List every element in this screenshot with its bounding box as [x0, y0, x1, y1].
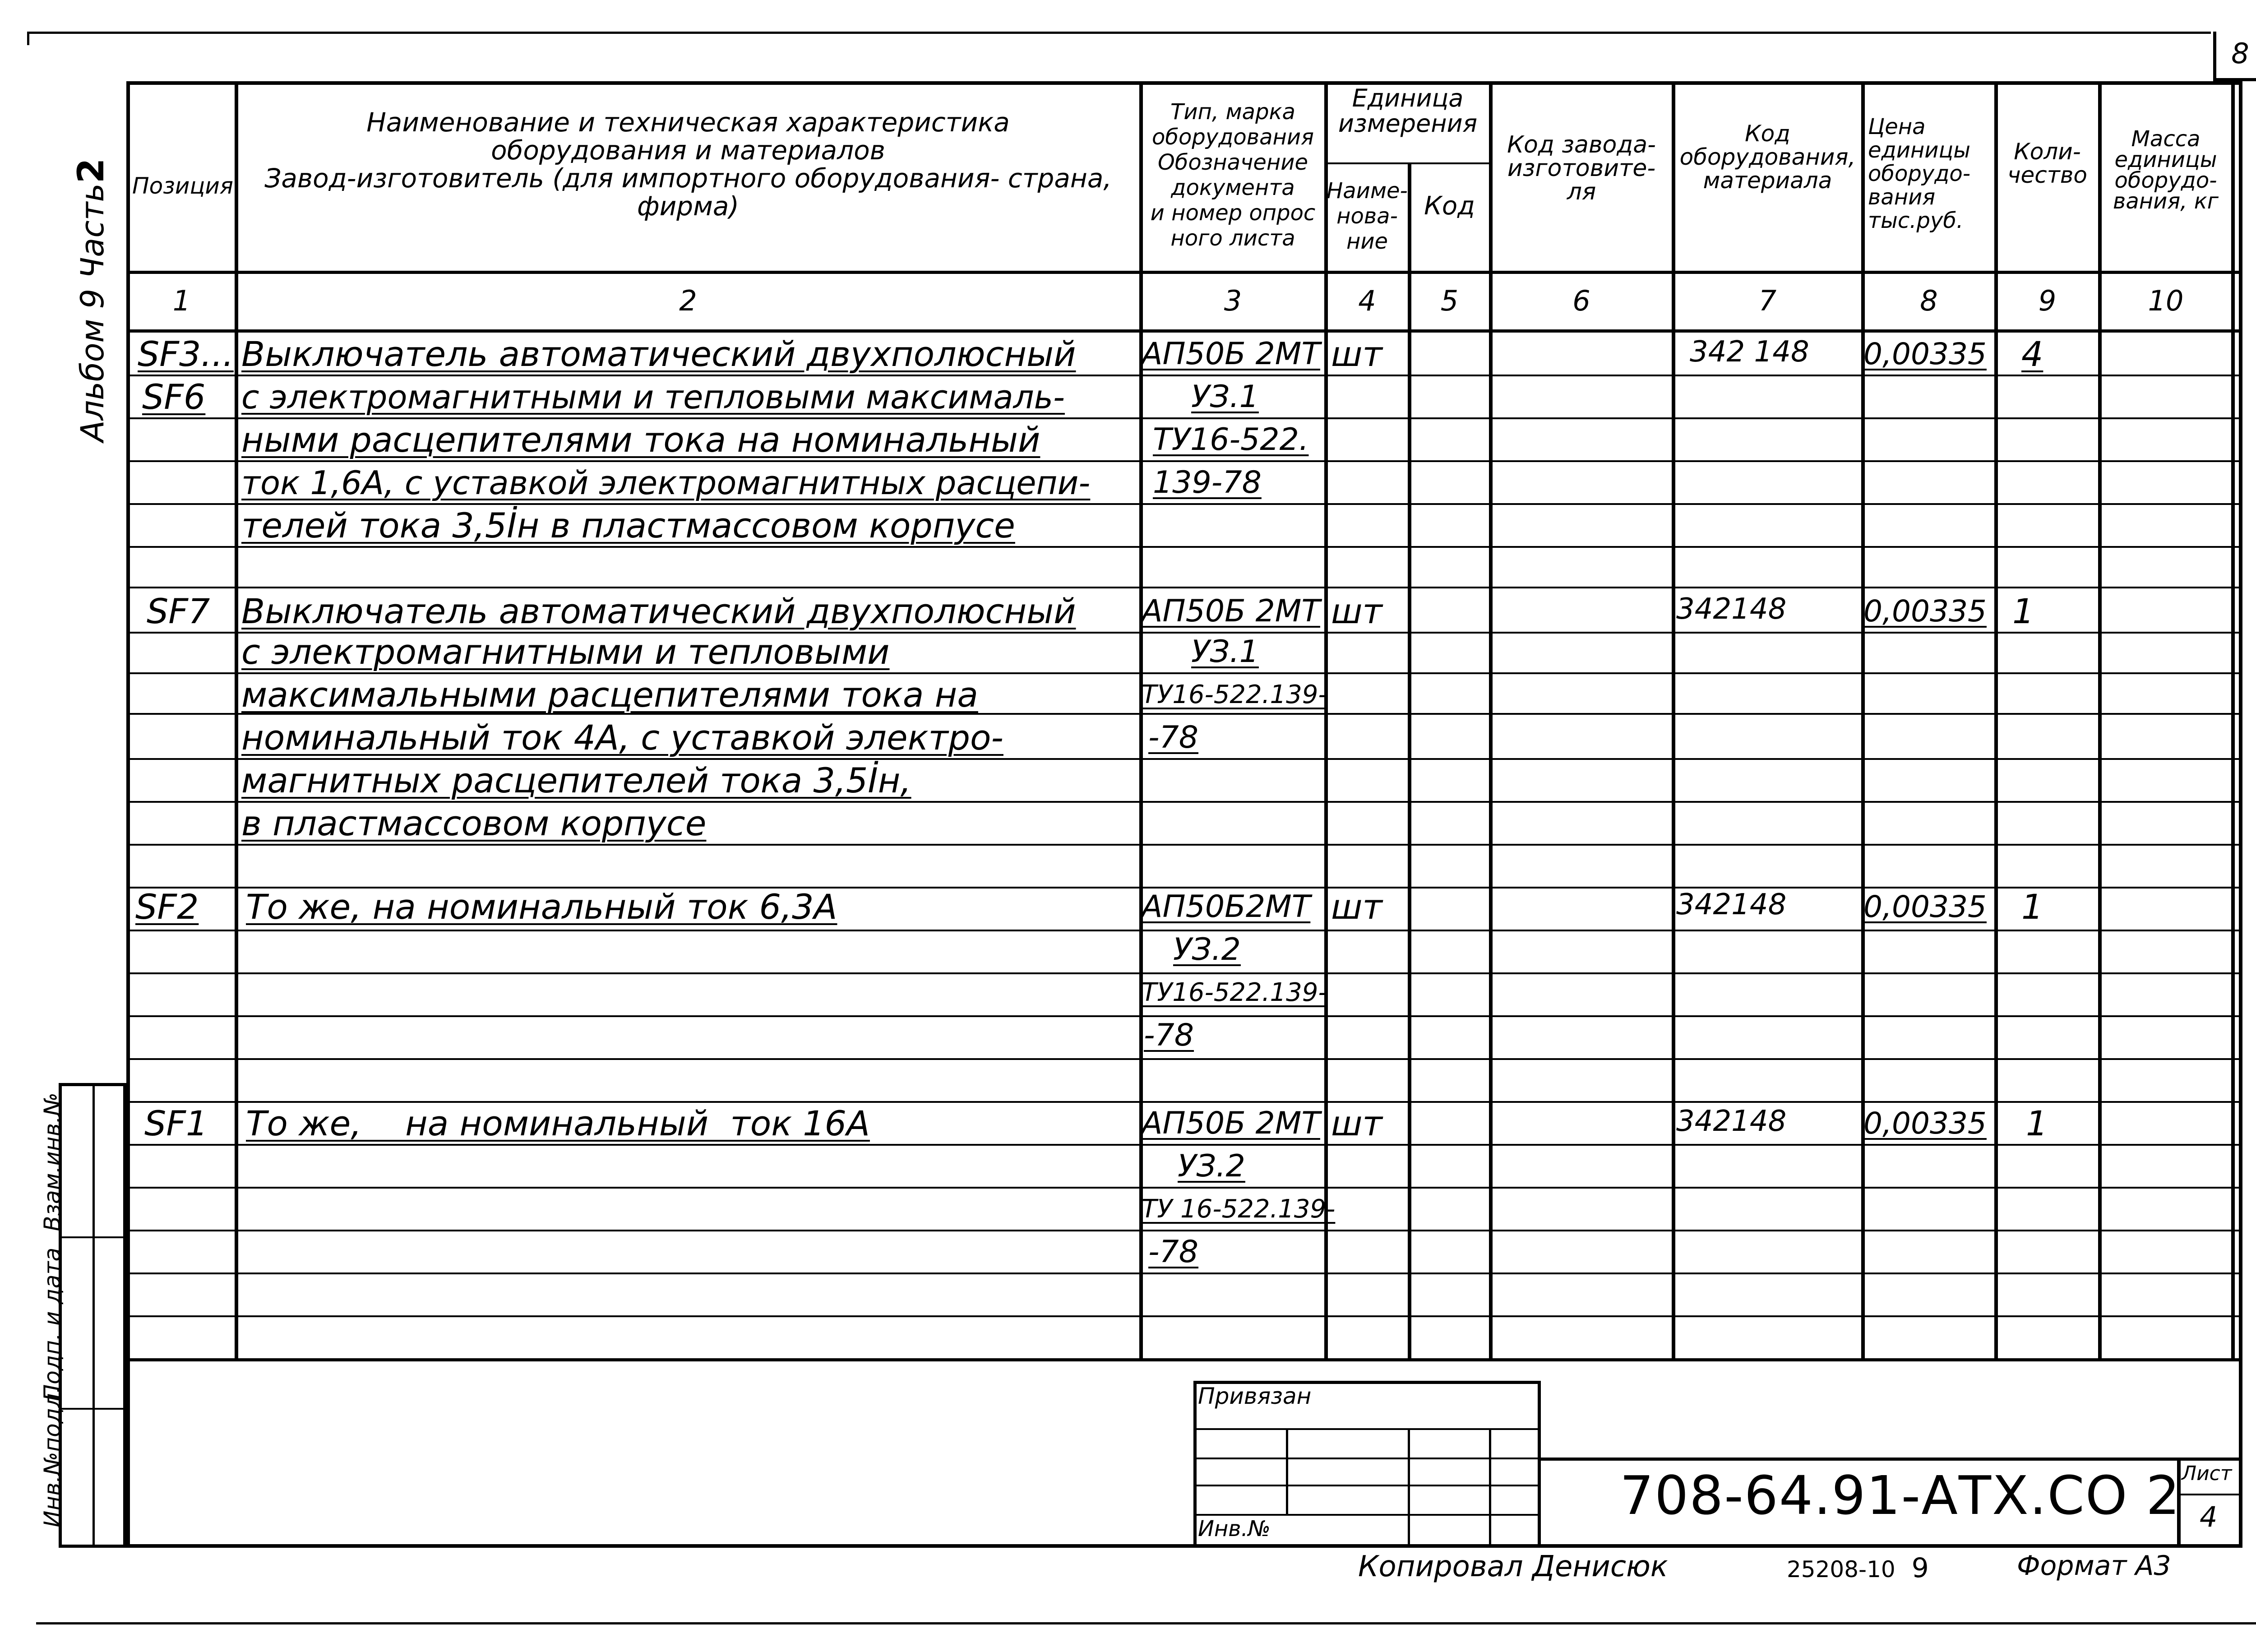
col-line-1 [235, 81, 238, 1358]
row-line [126, 801, 2242, 803]
row-line [126, 1058, 2242, 1060]
header-name-line: фирма) [637, 191, 740, 222]
item-type-line: ТУ 16-522.139- [1142, 1194, 1336, 1224]
item-type-line: УЗ.2 [1173, 932, 1241, 967]
item-name-line: То же, на номинальный ток 16А [246, 1103, 870, 1143]
row-line [126, 375, 2242, 376]
header-equip-line: Код [1745, 120, 1790, 147]
side-stamp-inv-podl: Инв.№подл. [39, 1386, 65, 1527]
item-type-line: -78 [1148, 720, 1199, 755]
header-mass-line: Масса [2131, 126, 2201, 152]
item-unit: шт [1331, 591, 1382, 631]
item-unit: шт [1331, 334, 1382, 374]
header-mass-line: оборудо- [2114, 168, 2217, 193]
item-name-line: телей тока 3,5İн в пластмассовом корпусе [241, 505, 1015, 546]
item-name-line: Выключатель автоматический двухполюсный [241, 334, 1076, 374]
header-type-line: Тип, марка [1170, 99, 1295, 125]
side-stamp-vdiv [92, 1083, 95, 1548]
row-line [126, 503, 2242, 505]
item-type-line: 139-78 [1153, 465, 1262, 500]
format-label: Формат А3 [2017, 1550, 2171, 1582]
header-equipment-code [1674, 122, 1861, 192]
copied-by: Копировал Денисюк [1358, 1550, 1668, 1583]
header-name [237, 108, 1139, 220]
item-qty: 1 [2012, 591, 2034, 631]
row-line [126, 1187, 2242, 1189]
header-type [1142, 99, 1324, 251]
header-price-line: вания [1868, 185, 1936, 210]
row-line [126, 1230, 2242, 1231]
order-number [1787, 1552, 1929, 1584]
item-type-line: -78 [1148, 1234, 1199, 1270]
header-type-line: документа [1171, 175, 1295, 200]
colnum-4: 4 [1358, 284, 1376, 317]
item-position: SF2 [135, 887, 199, 927]
page-bottom-border [36, 1622, 2256, 1624]
col-line-9 [2098, 81, 2102, 1358]
row-line [126, 587, 2242, 588]
row-line [126, 1101, 2242, 1103]
sheet-number: 4 [2200, 1500, 2218, 1533]
col-line-5 [1489, 81, 1493, 1358]
header-name-line: оборудования и материалов [491, 135, 885, 166]
item-type-line: ТУ16-522.139- [1142, 680, 1327, 709]
row-line [126, 1273, 2242, 1274]
bound-vline [1408, 1428, 1410, 1548]
header-equip-line: оборудования, [1679, 144, 1856, 170]
inv-label: Инв.№ [1198, 1516, 1271, 1541]
album-text: Альбом 9 Часть [74, 183, 111, 442]
bound-vline [1286, 1428, 1288, 1514]
col-line-4 [1408, 162, 1411, 1358]
col-line-3 [1324, 81, 1328, 1358]
header-unit-code: Код [1424, 191, 1475, 221]
sheet-label: Лист [2182, 1462, 2232, 1485]
colnum-8: 8 [1920, 284, 1938, 317]
item-name-line: с электромагнитными и тепловыми [241, 632, 890, 672]
title-top-line [1541, 1458, 2242, 1461]
item-unit: шт [1331, 1103, 1382, 1143]
item-name-line: Выключатель автоматический двухполюсный [241, 591, 1076, 631]
item-name-line: магнитных расцепителей тока 3,5İн, [241, 760, 911, 801]
row-line [126, 546, 2242, 548]
header-unit-name-line: ние [1346, 229, 1388, 254]
header-price-line: единицы [1868, 138, 1971, 163]
side-stamp-podp: Подп. и дата [39, 1247, 65, 1402]
col-line-8 [1994, 81, 1998, 1358]
item-price: 0,00335 [1863, 889, 1987, 924]
header-unit-line: измерения [1338, 109, 1478, 138]
item-name-line: ток 1,6А, с уставкой электромагнитных расцепи- [241, 464, 1091, 502]
header-qty [1997, 140, 2098, 187]
colnum-6: 6 [1572, 284, 1590, 317]
header-type-line: оборудования [1152, 125, 1314, 150]
header-type-line: Обозначение [1157, 150, 1308, 175]
item-type-line: АП50Б 2МТ [1142, 1106, 1320, 1141]
header-mass-line: единицы [2114, 147, 2217, 172]
item-price: 0,00335 [1863, 594, 1987, 629]
header-factory-line: изготовите- [1507, 155, 1656, 182]
header-qty-line: Коли- [2014, 139, 2081, 165]
header-name-line: Наименование и техническая характеристика [366, 107, 1010, 138]
colnum-5: 5 [1440, 284, 1459, 317]
item-qty: 1 [2026, 1103, 2048, 1143]
item-price: 0,00335 [1863, 1106, 1987, 1141]
item-type-line: -78 [1144, 1018, 1194, 1053]
doc-code: 708-64.91-АТХ.СО 2 [1620, 1464, 2181, 1527]
colnum-1: 1 [172, 284, 191, 317]
item-unit: шт [1331, 887, 1382, 927]
item-code: 342148 [1676, 888, 1787, 921]
header-name-line: Завод-изготовитель (для импортного оборудования- страна, [264, 163, 1112, 194]
item-type-line: УЗ.1 [1191, 379, 1259, 415]
colnum-9: 9 [2038, 284, 2057, 317]
item-type-line: АП50Б 2МТ [1142, 336, 1320, 372]
row-line [126, 417, 2242, 419]
header-price-line: тыс.руб. [1868, 208, 1964, 233]
sheet-line [2177, 1494, 2242, 1495]
col-line-6 [1672, 81, 1675, 1358]
colnum-2: 2 [679, 284, 697, 317]
item-name-line: ными расцепителями тока на номинальный [241, 420, 1040, 460]
header-type-line: и номер опрос [1150, 200, 1316, 226]
header-mass [2100, 126, 2231, 214]
row-line [126, 844, 2242, 846]
side-stamp-vzam: Взам.инв.№ [39, 1092, 65, 1231]
header-type-line: ного листа [1170, 226, 1295, 251]
item-qty: 1 [2021, 887, 2043, 927]
header-position: Позиция [132, 173, 233, 199]
row-line [126, 672, 2242, 674]
row-line [126, 460, 2242, 462]
corner-number: 8 [2231, 37, 2249, 70]
item-name-line: с электромагнитными и тепловыми максималь- [241, 378, 1065, 416]
header-factory-line: ля [1567, 178, 1596, 205]
order-number-suffix: 9 [1911, 1552, 1929, 1584]
item-code: 342 148 [1690, 335, 1809, 369]
row-line [126, 758, 2242, 760]
item-type-line: УЗ.1 [1191, 634, 1259, 670]
header-price [1863, 115, 1999, 232]
header-unit-name-line: Наиме- [1327, 178, 1408, 204]
item-type-line: УЗ.2 [1178, 1148, 1245, 1184]
item-type-line: АП50Б2МТ [1142, 889, 1311, 925]
header-bottom-line [126, 271, 2242, 274]
row-line [126, 1315, 2242, 1317]
header-mass-line: вания, кг [2113, 189, 2219, 214]
colnum-bottom-line [126, 329, 2242, 333]
colnum-10: 10 [2148, 284, 2184, 317]
header-unit-name [1327, 178, 1408, 254]
album-label [70, 142, 111, 458]
item-position: SF1 [144, 1103, 208, 1143]
item-name-line: То же, на номинальный ток 6,3А [246, 887, 837, 927]
header-qty-line: чество [2007, 162, 2087, 188]
page-top-border [27, 32, 2211, 34]
item-position: SF3... [138, 334, 234, 374]
item-name-line: в пластмассовом корпусе [241, 803, 707, 843]
header-factory-code [1491, 133, 1672, 204]
header-unit-line: Единица [1352, 84, 1464, 112]
bound-vline [1489, 1428, 1491, 1548]
item-type-line: ТУ16-522.139- [1142, 978, 1327, 1007]
col-line-2 [1139, 81, 1143, 1358]
item-type-line: АП50Б 2МТ [1142, 593, 1320, 629]
header-equip-line: материала [1703, 167, 1832, 194]
table-bottom-line [126, 1358, 2242, 1361]
col-line-10 [2231, 81, 2235, 1358]
col-line-7 [1861, 81, 1865, 1358]
colnum-7: 7 [1758, 284, 1777, 317]
header-price-line: Цена [1868, 114, 1926, 139]
colnum-3: 3 [1224, 284, 1242, 317]
item-name-line: максимальными расцепителями тока на [241, 675, 978, 715]
album-part: 2 [70, 158, 112, 184]
item-position: SF6 [142, 377, 206, 417]
item-name-line: номинальный ток 4А, с уставкой электро- [241, 717, 1003, 758]
unit-group-line [1324, 162, 1491, 164]
item-type-line: ТУ16-522. [1153, 422, 1309, 458]
header-factory-line: Код завода- [1507, 131, 1656, 158]
header-unit-group [1327, 86, 1489, 136]
bound-label: Привязан [1198, 1383, 1312, 1409]
header-price-line: оборудо- [1868, 161, 1971, 186]
item-code: 342148 [1676, 1105, 1787, 1138]
order-number-value: 25208-10 [1787, 1556, 1895, 1583]
item-qty: 4 [2021, 334, 2043, 374]
header-unit-name-line: нова- [1336, 204, 1398, 229]
row-line [126, 1144, 2242, 1146]
item-position: SF7 [147, 591, 210, 631]
item-code: 342148 [1676, 592, 1787, 626]
item-price: 0,00335 [1863, 337, 1987, 371]
